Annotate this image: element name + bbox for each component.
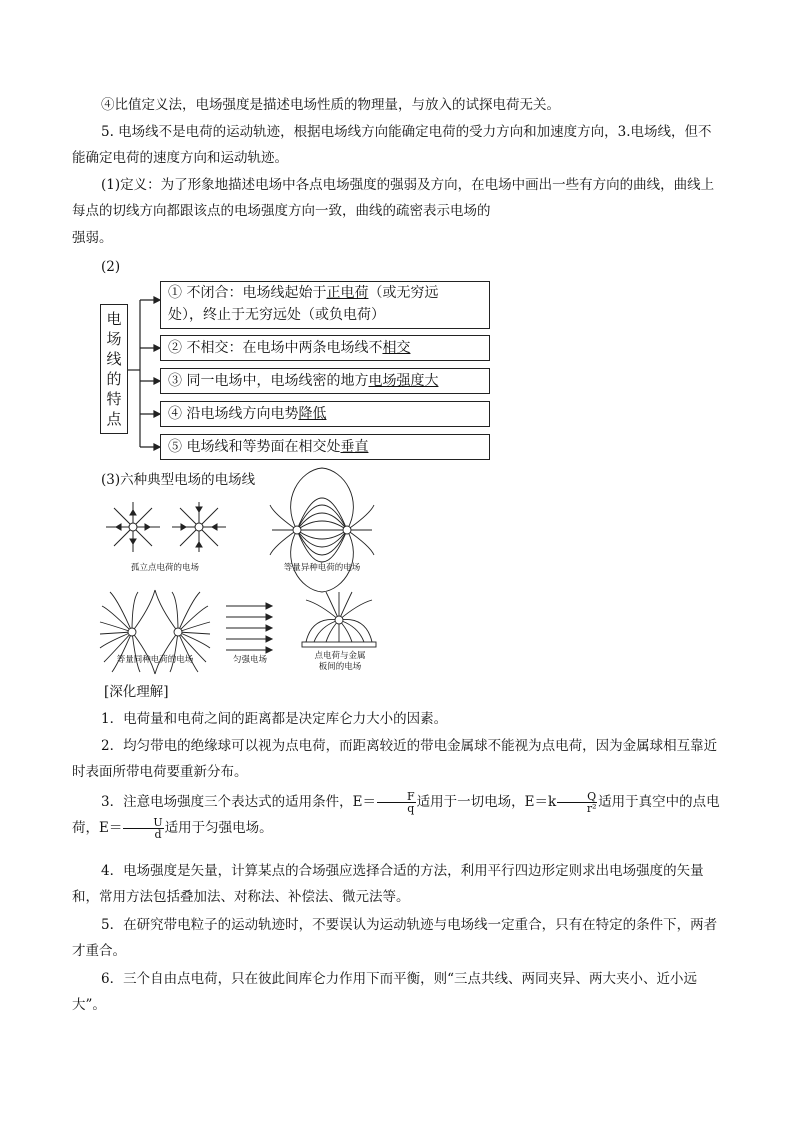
- formula-u-over-d: $\frac{U}{d}$: [123, 817, 163, 840]
- charge-plate-figure: [302, 592, 376, 647]
- property-box-4: ④ 沿电场线方向电势降低: [160, 401, 490, 427]
- deep-item-5: 5．在研究带电粒子的运动轨迹时，不要误认为运动轨迹与电场线一定重合，只有在特定的条件下，两者才重合。: [72, 917, 718, 959]
- deep-item-2: 2．均匀带电的绝缘球可以视为点电荷，而距离较近的带电金属球不能视为点电荷，因为金属球相互靠近时表面所带电荷要重新分布。: [72, 738, 718, 780]
- para-comparison-definition: ④比值定义法，电场强度是描述电场性质的物理量，与放入的试探电荷无关。: [101, 97, 560, 113]
- side-label: 电场线的特点: [106, 310, 122, 428]
- para-definition: (1)定义：为了形象地描述电场中各点电场强度的强弱及方向，在电场中画出一些有方向的曲线，曲线上每点的切线方向都跟该点的电场强度方向一致，曲线的疏密表示电场的: [72, 177, 715, 219]
- deep-understanding-title: [深化理解]: [104, 684, 169, 700]
- caption-opposite-charges: 等量异种电荷的电场: [283, 563, 361, 573]
- caption-isolated-charge: 孤立点电荷的电场: [130, 563, 199, 573]
- property-box-1: ① 不闭合：电场线起始于正电荷（或无穷远 处），终止于无穷远处（或负电荷）: [160, 281, 490, 329]
- deep-item-3: 3．注意电场强度三个表达式的适用条件，E＝ $\frac{F}{q}$ 适用于一切电场，E＝k $\frac{Q}{\text{r²}}$ 适用于真空中的点电荷，E＝ $\frac{U}{d}$ 适用于匀强电场。: [72, 790, 720, 841]
- uniform-field-figure: [226, 603, 272, 653]
- label-part-2: (2): [101, 259, 121, 275]
- deep-item-1: 1．电荷量和电荷之间的距离都是决定库仑力大小的因素。: [101, 711, 448, 727]
- para-field-lines-not-trajectory: 5. 电场线不是电荷的运动轨迹，根据电场线方向能确定电荷的受力方向和加速度方向，3.电场线，但不能确定电荷的速度方向和运动轨迹。: [72, 124, 712, 166]
- deep-item-4: 4．电场强度是矢量，计算某点的合场强应选择合适的方法，利用平行四边形定则求出电场强度的矢量和，常用方法包括叠加法、对称法、补偿法、微元法等。: [72, 863, 704, 905]
- caption-charge-plate: 点电荷与金属 板间的电场: [314, 651, 366, 672]
- property-box-5: ⑤ 电场线和等势面在相交处垂直: [160, 434, 490, 460]
- deep-item-6: 6．三个自由点电荷，只在彼此间库仑力作用下而平衡，则“三点共线、两同夹异、两大夹小、近小远大”。: [72, 971, 697, 1013]
- caption-uniform-field: 匀强电场: [232, 655, 267, 665]
- isolated-positive-charge-figure: [106, 502, 160, 552]
- para-definition-end: 强弱。: [72, 230, 113, 246]
- isolated-negative-charge-figure: [172, 502, 226, 552]
- formula-q-over-r2: $\frac{Q}{\text{r²}}$: [557, 791, 597, 814]
- property-box-2: ② 不相交：在电场中两条电场线不相交: [160, 335, 490, 361]
- property-box-3: ③ 同一电场中，电场线密的地方电场强度大: [160, 368, 490, 394]
- caption-same-charges: 等量同种电荷的电场: [116, 655, 194, 665]
- formula-f-over-q: $\frac{F}{q}$: [377, 791, 416, 814]
- label-part-3: (3)六种典型电场的电场线: [101, 472, 256, 488]
